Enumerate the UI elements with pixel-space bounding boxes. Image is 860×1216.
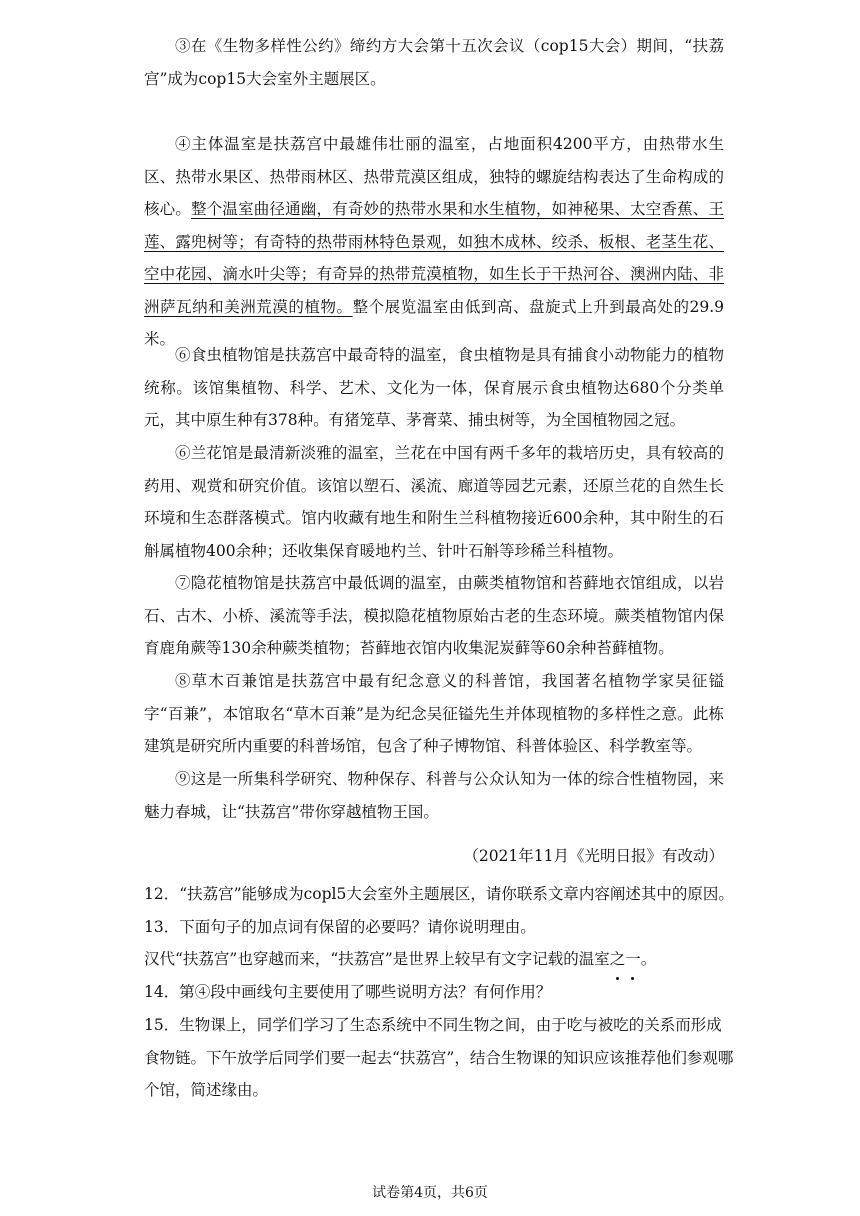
paragraph-4-end: 整个展览温室由低到高、盘旋式上升到最高处的29.9米。: [144, 297, 724, 348]
question-14: 14．第④段中画线句主要使用了哪些说明方法？有何作用？: [144, 983, 552, 1001]
question-13: 13．下面句子的加点词有保留的必要吗？请你说明理由。: [144, 918, 536, 936]
paragraph-3: ③在《生物多样性公约》缔约方大会第十五次会议（cop15大会）期间，“扶荔宫”成为cop15大会室外主题展区。: [144, 37, 724, 88]
article-source: （2021年11月《光明日报》有改动）: [463, 847, 724, 865]
paragraph-5: ⑥食虫植物馆是扶荔宫中最奇特的温室，食虫植物是具有捕食小动物能力的植物统称。该馆集植物、科学、艺术、文化为一体，保育展示食虫植物达680个分类单元，其中原生种有378种。有猪笼草、茅膏菜、捕虫树等，为全国植物园之冠。: [144, 346, 724, 429]
question-13-sentence: [144, 943, 734, 976]
dotted-word-1: 之: [610, 943, 626, 976]
paragraph-6: ⑥兰花馆是最清新淡雅的温室，兰花在中国有两千多年的栽培历史，具有较高的药用、观赏和研究价值。该馆以塑石、溪流、廊道等园艺元素，还原兰花的自然生长环境和生态群落模式。馆内收藏有地生和附生兰科植物接近600余种，其中附生的石斛属植物400余种；还收集保育暖地杓兰、针叶石斛等珍稀兰科植物。: [144, 444, 724, 560]
dotted-word-2: 一: [625, 943, 641, 976]
paragraph-8: ⑧草木百兼馆是扶荔宫中最有纪念意义的科普馆，我国著名植物学家吴征镒字“百兼”，本馆取名“草木百兼”是为纪念吴征镒先生并体现植物的多样性之意。此栋建筑是研究所内重要的科普场馆，包含了种子博物馆、科普体验区、科学教室等。: [144, 672, 724, 755]
page-footer: 试卷第4页，共6页: [372, 1185, 488, 1201]
question-15: 15．生物课上，同学们学习了生态系统中不同生物之间，由于吃与被吃的关系而形成食物链。下午放学后同学们要一起去“扶荔宫”，结合生物课的知识应该推荐他们参观哪个馆，简述缘由。: [144, 1016, 734, 1099]
question-13-sentence-text: 汉代“扶荔宫”也穿越而来，“扶荔宫”是世界上较早有文字记载的温室: [144, 950, 610, 968]
underlined-sentence: 整个温室曲径通幽，有奇妙的热带水果和水生植物，如神秘果、太空香蕉、王莲、露兜树等；有奇特的热带雨林特色景观，如独木成林、绞杀、板根、老茎生花、空中花园、滴水叶尖等；有奇异的热带荒漠植物，如生长于干热河谷、澳洲内陆、非洲萨瓦纳和美洲荒漠的植物。: [144, 200, 724, 316]
paragraph-4: [144, 128, 724, 356]
paragraph-7: ⑦隐花植物馆是扶荔宫中最低调的温室，由蕨类植物馆和苔藓地衣馆组成，以岩石、古木、小桥、溪流等手法，模拟隐花植物原始古老的生态环境。蕨类植物馆内保育鹿角蕨等130余种蕨类植物；苔藓地衣馆内收集泥炭藓等60余种苔藓植物。: [144, 574, 724, 657]
question-12: 12．“扶荔宫”能够成为copl5大会室外主题展区，请你联系文章内容阐述其中的原因。: [144, 885, 734, 903]
question-13-sentence-end: 。: [640, 950, 657, 968]
paragraph-9: ⑨这是一所集科学研究、物种保存、科普与公众认知为一体的综合性植物园，来魅力春城，让“扶荔宫”带你穿越植物王国。: [144, 770, 724, 821]
paragraph-4-intro: ④主体温室是扶荔宫中最雄伟壮丽的温室，占地面积4200平方，由热带水生区、热带水果区、热带雨林区、热带荒漠区组成，独特的螺旋结构表达了生命构成的核心。: [144, 135, 724, 218]
